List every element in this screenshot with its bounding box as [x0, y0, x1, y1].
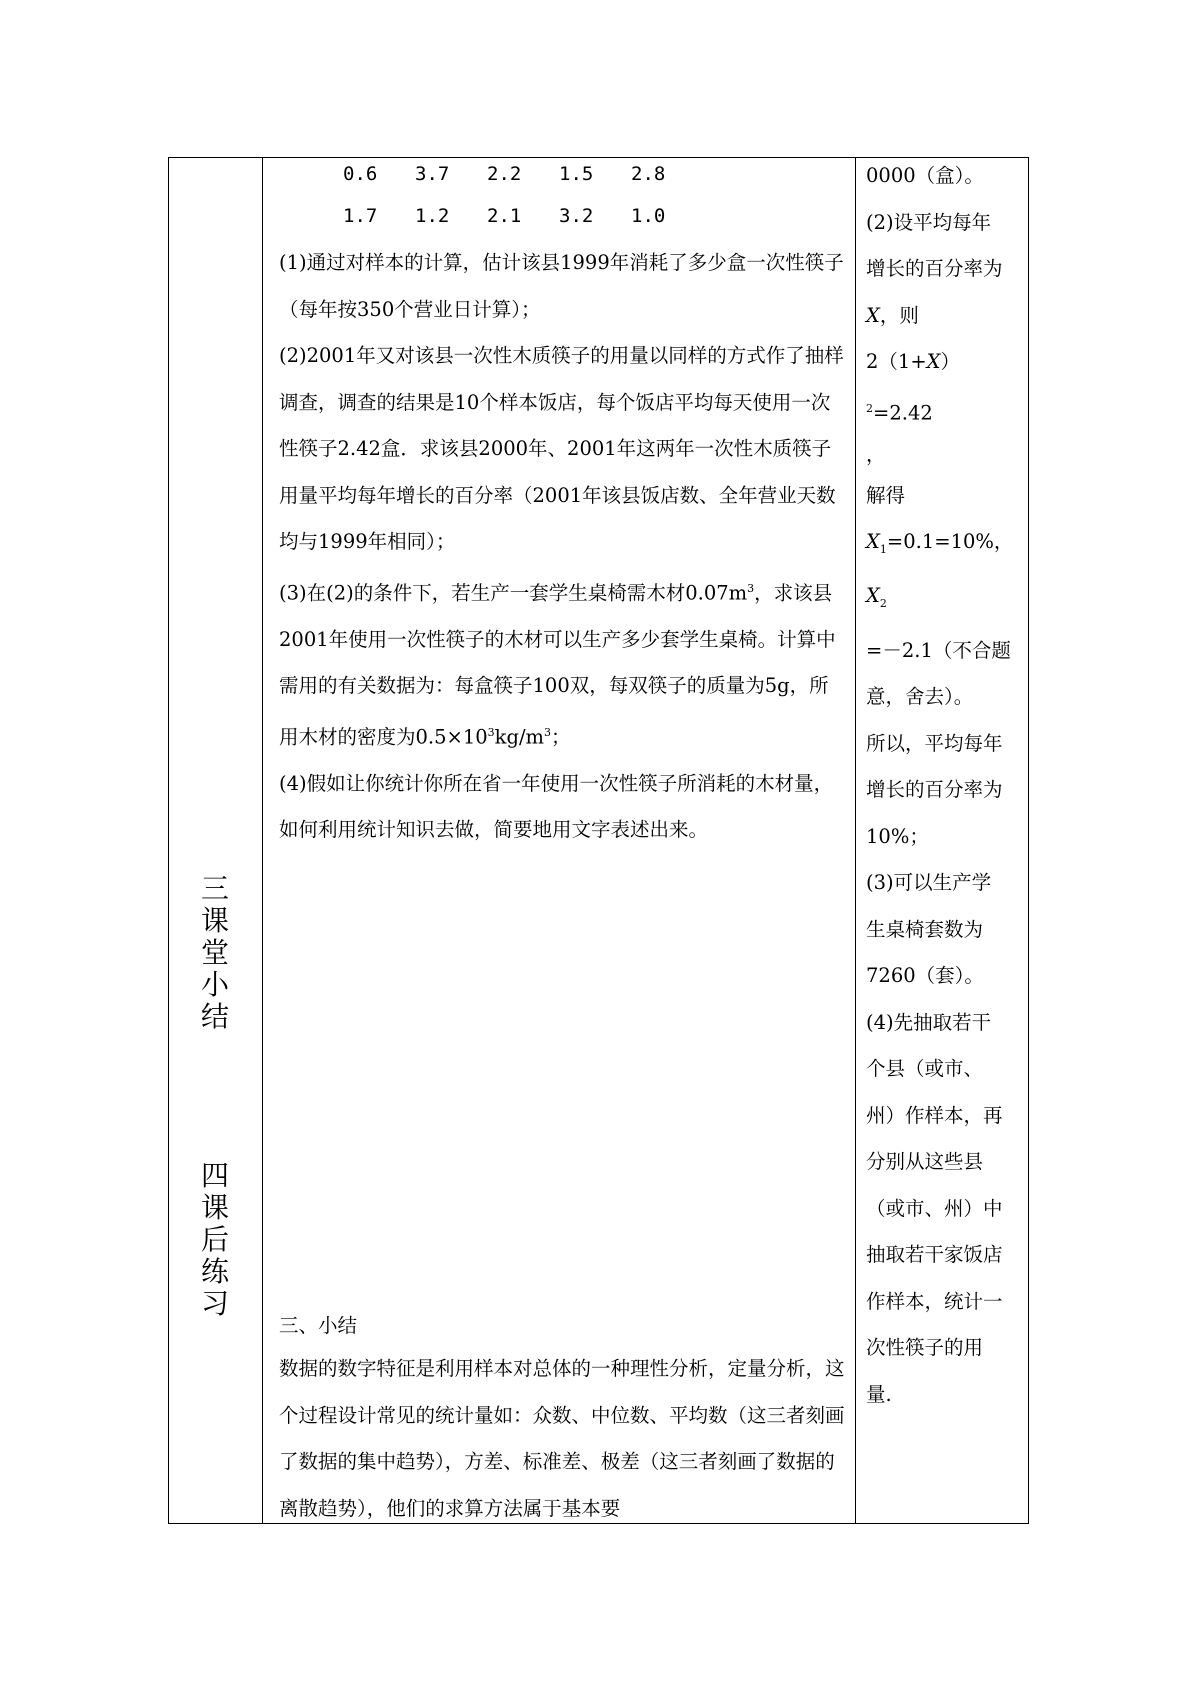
data-row-2: 1.7 1.2 2.1 3.2 1.0 [343, 205, 666, 227]
section-label-3: 三 课 堂 小 结 [200, 872, 229, 1033]
answers: 0000（盒）。 (2)设平均每年 增长的百分率为 X，则 $2(1+X)^2=2.42$ ， 解得 $X_1=0.1=10\%$，$X_2$ =－2.1（不合题 意，舍去）。 所以，平均每年 增长的百分率为 10%； (3)可以生产学 生桌椅套数为 7260（套）。 (4)先抽取若干 个县（或市、 州）作样本，再 分别从这些县 （或市、州）中 抽取若干家饭店 作样本，统计一 次性筷子的用 量. [866, 164, 1014, 1406]
question-1: (1)通过对样本的计算，估计该县1999年消耗了多少盒一次性筷子（每年按350个营业日计算）； [279, 251, 844, 321]
question-4: (4)假如让你统计你所在省一年使用一次性筷子所消耗的木材量，如何利用统计知识去做，简要地用文字表述出来。 [279, 771, 834, 841]
summary-section [279, 1306, 845, 1532]
summary-body: 数据的数字特征是利用样本对总体的一种理性分析，定量分析，这个过程设计常见的统计量如：众数、中位数、平均数（这三者刻画了数据的集中趋势），方差、标准差、极差（这三者刻画了数据的离散趋势），他们的求算方法属于基本要 [279, 1357, 845, 1520]
question-3: (3)在(2)的条件下，若生产一套学生桌椅需木材$0.07m^3$，求该县2001年使用一次性筷子的木材可以生产多少套学生桌椅。计算中需用的有关数据为：每盒筷子100双，每双筷子的质量为5g，所用木材的密度为$0.5\times 10^3kg/m^3$； [279, 581, 836, 748]
question-2: (2)2001年又对该县一次性木质筷子的用量以同样的方式作了抽样调查，调查的结果是10个样本饭店，每个饭店平均每天使用一次性筷子2.42盒．求该县2000年、2001年这两年一次性木质筷子用量平均每年增长的百分率（2001年该县饭店数、全年营业天数均与1999年相同）； [279, 344, 844, 553]
content-column [263, 158, 856, 1523]
data-row-1: 0.6 3.7 2.2 1.5 2.8 [343, 163, 666, 185]
section-label-column [169, 158, 263, 1523]
section-label-4: 四 课 后 练 习 [200, 1159, 229, 1320]
lesson-table [168, 157, 1029, 1524]
summary-title: 三、小结 [279, 1314, 358, 1337]
questions [279, 240, 845, 854]
answer-column [856, 158, 1028, 1523]
